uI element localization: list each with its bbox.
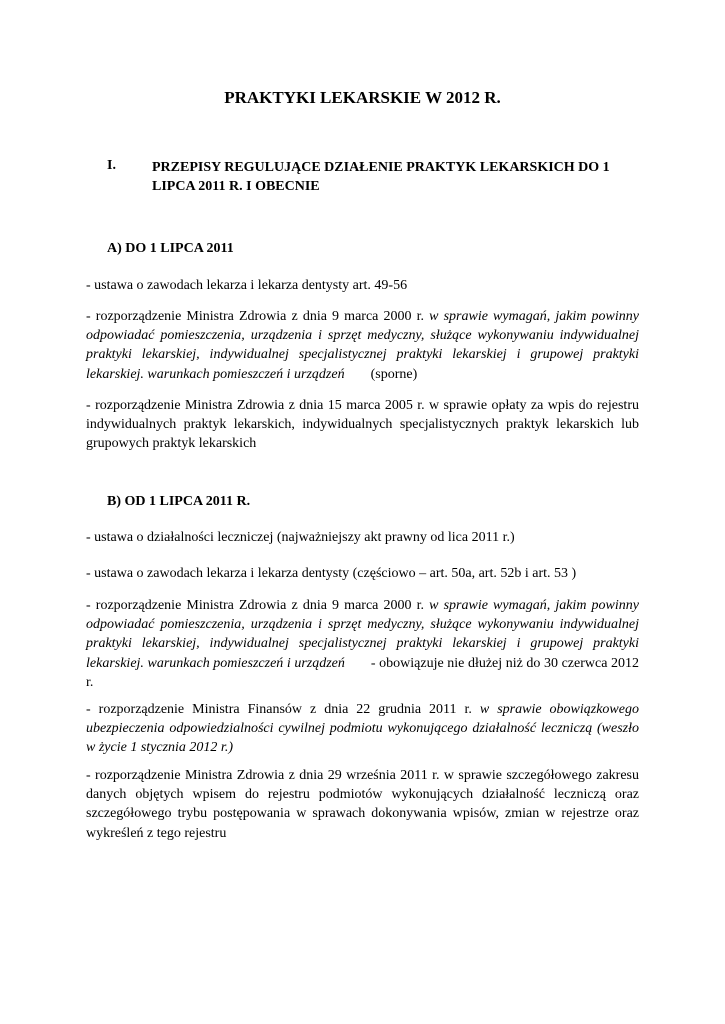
part-b-paragraph-2: - ustawa o zawodach lekarza i lekarza dentysty (częściowo – art. 50a, art. 52b i art. 53 ) — [86, 566, 577, 581]
part-b-paragraph-3-title: w sprawie wymagań, jakim powinny odpowiadać pomieszczenia, urządzenia i sprzęt medyczny, służące wykonywaniu indywidualnej praktyki lekarskiej, indywidualnej specjalistycznej praktyki lekarskiej i grupowej praktyki lekarskiej. warunkach pomieszczeń i urządzeń — [86, 598, 639, 671]
part-a-paragraph-2-title: w sprawie wymagań, jakim powinny odpowiadać pomieszczenia, urządzenia i sprzęt medyczny, służące wykonywaniu indywidualnej praktyki lekarskiej, indywidualnej specjalistycznej praktyki lekarskiej i grupowej praktyki lekarskiej. warunkach pomieszczeń i urządzeń — [86, 309, 639, 382]
part-a-paragraph-3: - rozporządzenie Ministra Zdrowia z dnia 15 marca 2005 r. w sprawie opłaty za wpis do rejestru indywidualnych praktyk lekarskich, indywidualnych specjalistycznych praktyk lekarskich lub grupowych praktyk lekarskich — [86, 398, 639, 452]
part-a-paragraph-2-prefix: - rozporządzenie Ministra Zdrowia z dnia 9 marca 2000 r. — [86, 309, 430, 324]
part-b-heading: B) OD 1 LIPCA 2011 R. — [107, 494, 251, 509]
part-a-paragraph-2 — [86, 307, 639, 384]
part-b-paragraph-5: - rozporządzenie Ministra Zdrowia z dnia 29 września 2011 r. w sprawie szczegółowego zakresu danych objętych wpisem do rejestru podmiotów wykonujących działalność leczniczą oraz szczegółowego trybu postępowania w sprawach dokonywania wpisów, zmian w rejestrze oraz wykreśleń z tego rejestru — [86, 768, 639, 841]
part-b-paragraph-4-prefix: - rozporządzenie Ministra Finansów z dnia 22 grudnia 2011 r. — [86, 702, 480, 717]
part-b-paragraph-4-title: w sprawie obowiązkowego ubezpieczenia odpowiedzialności cywilnej podmiotu wykonującego działalność leczniczą (weszło w życie 1 stycznia 2012 r.) — [86, 702, 639, 756]
part-b-paragraph-4 — [86, 700, 639, 758]
part-b-paragraph-3-note: - obowiązuje nie dłużej niż do 30 czerwca 2012 r. — [86, 655, 640, 690]
part-b-paragraph-3 — [86, 596, 639, 692]
section-number: I. — [107, 158, 116, 173]
part-a-paragraph-1: - ustawa o zawodach lekarza i lekarza dentysty art. 49-56 — [86, 278, 408, 293]
part-a-paragraph-2-note: (sporne) — [370, 366, 418, 382]
part-a-heading: A) DO 1 LIPCA 2011 — [107, 241, 234, 256]
section-title: PRZEPISY REGULUJĄCE DZIAŁENIE PRAKTYK LEKARSKICH DO 1 LIPCA 2011 R. I OBECNIE — [152, 160, 610, 194]
part-b-paragraph-1: - ustawa o działalności leczniczej (najważniejszy akt prawny od lica 2011 r.) — [86, 530, 515, 545]
part-b-paragraph-3-prefix: - rozporządzenie Ministra Zdrowia z dnia 9 marca 2000 r. — [86, 598, 430, 613]
document-title: PRAKTYKI LEKARSKIE W 2012 R. — [224, 88, 501, 107]
